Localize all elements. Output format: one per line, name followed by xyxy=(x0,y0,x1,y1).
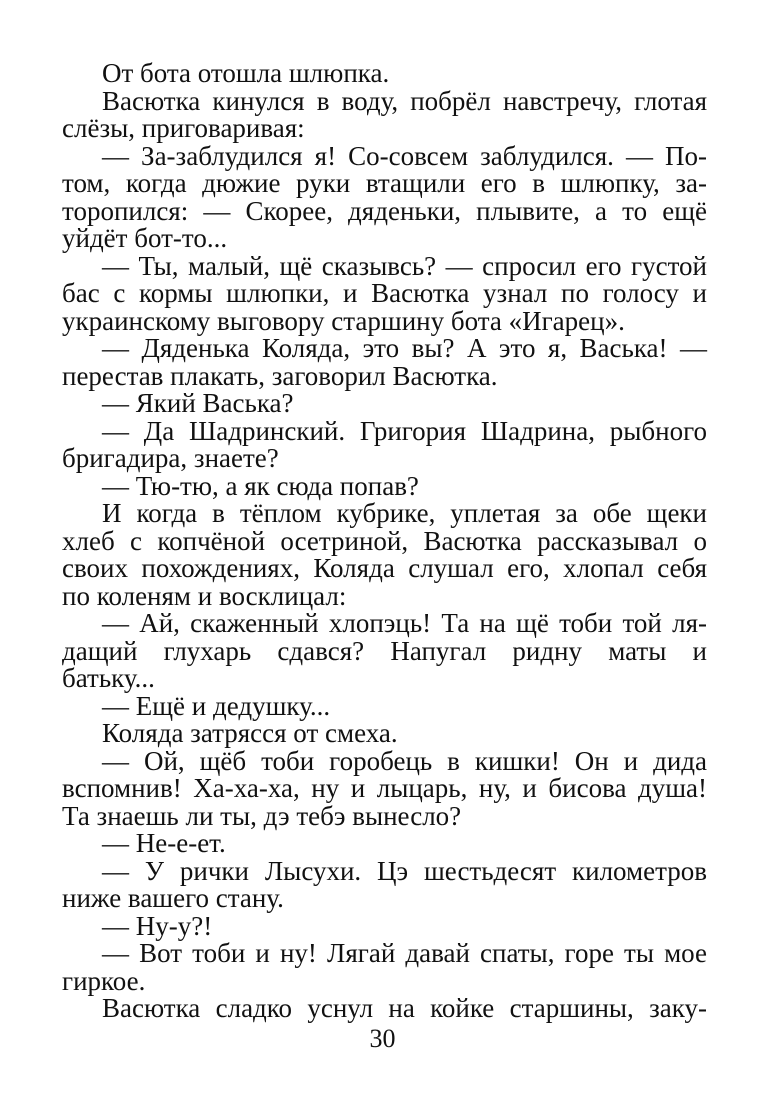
text-line: бригадира, знаете? xyxy=(62,443,279,473)
text-line: — Не-е-ет. xyxy=(102,828,226,858)
text-line: перестав плакать, заговорил Васютка. xyxy=(62,360,498,391)
text-line: Васютка сладко уснул на койке старшины, заку- xyxy=(102,993,707,1023)
text-line: украинскому выговору старшину бота «Игарец». xyxy=(62,305,625,336)
text-line: дащий глухарь сдався? Напугал ридну маты и xyxy=(62,635,707,666)
text-line: — У рички Лысухи. Цэ шестьдесят километров xyxy=(102,855,707,886)
text-line: уйдёт бот-то... xyxy=(62,223,228,253)
body-text xyxy=(62,60,707,1023)
text-line: Васютка кинулся в воду, побрёл навстречу, глотая xyxy=(102,85,707,116)
text-line: — Да Шадринский. Григория Шадрина, рыбного xyxy=(102,415,707,446)
text-line: вспомнив! Ха-ха-ха, ну и лыцарь, ну, и бисова душа! xyxy=(62,773,707,803)
text-line: бас с кормы шлюпки, и Васютка узнал по голосу и xyxy=(62,278,707,308)
text-line: — Ну-у?! xyxy=(102,910,213,941)
text-line: — За-заблудился я! Со-совсем заблудился. — По- xyxy=(102,140,707,171)
text-line: ниже вашего стану. xyxy=(62,883,284,913)
text-line: хлеб с копчёной осетриной, Васютка рассказывал о xyxy=(62,525,707,556)
text-line: слёзы, приговаривая: xyxy=(62,113,305,143)
page-number: 30 xyxy=(369,1024,396,1053)
text-line: — Ой, щёб тоби горобець в кишки! Он и дида xyxy=(102,745,707,776)
text-line: — Ты, малый, щё сказывсь? — спросил его густой xyxy=(102,250,707,281)
text-line: торопился: — Скорее, дяденьки, плывите, а то ещё xyxy=(62,195,707,226)
text-line: — Дяденька Коляда, это вы? А это я, Васька! — xyxy=(102,333,707,363)
text-line: — Ай, скаженный хлопэць! Та на щё тоби той ля- xyxy=(102,608,707,638)
text-line: — Тю-тю, а як сюда попав? xyxy=(102,470,419,501)
text-line: — Який Васька? xyxy=(102,388,294,418)
text-line: гиркое. xyxy=(62,965,146,996)
text-line: том, когда дюжие руки втащили его в шлюпку, за- xyxy=(62,168,707,198)
text-line: своих похождениях, Коляда слушал его, хлопал себя xyxy=(62,553,707,583)
text-line: по коленям и восклицал: xyxy=(62,580,347,611)
text-line: И когда в тёплом кубрике, уплетая за обе щеки xyxy=(102,498,707,528)
text-line: батьку... xyxy=(62,663,155,693)
text-line: Коляда затрясся от смеха. xyxy=(102,718,398,748)
text-line: — Вот тоби и ну! Лягай давай спаты, горе ты мое xyxy=(102,938,707,968)
text-line: — Ещё и дедушку... xyxy=(102,690,331,721)
text-line: От бота отошла шлюпка. xyxy=(102,58,390,88)
text-line: Та знаешь ли ты, дэ тебэ вынесло? xyxy=(62,800,462,831)
